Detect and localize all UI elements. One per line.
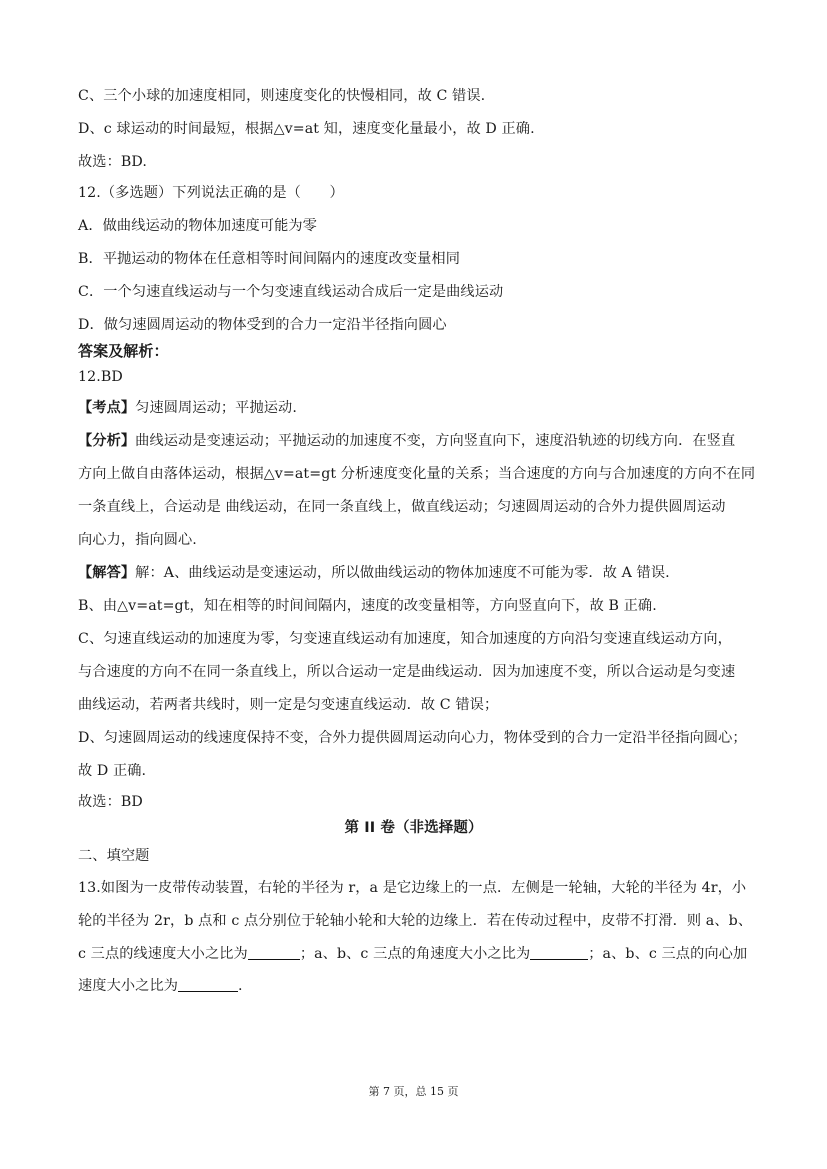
fenxi-tag: 【分析】	[78, 433, 136, 449]
q13-line-1: 13.如图为一皮带传动装置，右轮的半径为 r，a 是它边缘上的一点．左侧是一轮轴，大轮的半径为 4r，小	[78, 880, 747, 896]
answer-heading: 答案及解析：	[78, 342, 169, 360]
answer-number: 12.BD	[78, 369, 123, 385]
section-subtitle: 二、填空题	[78, 848, 150, 864]
answer-blank-centripetal-acceleration[interactable]	[178, 977, 238, 992]
q12-stem: 12.（多选题）下列说法正确的是（ ）	[78, 185, 344, 201]
jieda-line-1	[78, 563, 750, 583]
kaodian-text: 匀速圆周运动；平抛运动.	[135, 400, 297, 416]
q13-line-3	[78, 944, 750, 964]
jieda-text-1: 解：A、曲线运动是变速运动，所以做曲线运动的物体加速度不可能为零．故 A 错误.	[135, 565, 670, 581]
prev-solution-answer: 故选：BD.	[78, 154, 147, 170]
q12-option-b: B．平抛运动的物体在任意相等时间间隔内的速度改变量相同	[78, 251, 461, 267]
page-footer: 第 7 页，总 15 页	[368, 1085, 459, 1098]
fenxi-text-1: 曲线运动是变速运动；平抛运动的加速度不变，方向竖直向下，速度沿轨迹的切线方向．在竖直	[135, 433, 736, 449]
jieda-tag: 【解答】	[78, 565, 136, 581]
jieda-line-5: 曲线运动，若两者共线时，则一定是匀变速直线运动．故 C 错误；	[78, 697, 499, 713]
kaodian-tag: 【考点】	[78, 400, 136, 416]
q13-line-4	[78, 976, 750, 996]
q13-line-2: 轮的半径为 2r，b 点和 c 点分别位于轮轴小轮和大轮的边缘上．若在传动过程中，皮带不打滑．则 a、b、	[78, 913, 753, 929]
answer-blank-linear-velocity[interactable]	[248, 945, 300, 960]
jieda-line-6: D、匀速圆周运动的线速度保持不变，合外力提供圆周运动向心力，物体受到的合力一定沿半径指向圆心；	[78, 730, 747, 746]
fenxi-line-1	[78, 431, 750, 451]
q13-line-3-part-a: c 三点的线速度大小之比为	[78, 946, 248, 962]
q12-option-d: D．做匀速圆周运动的物体受到的合力一定沿半径指向圆心	[78, 317, 447, 333]
kaodian-line	[78, 398, 750, 418]
final-answer: 故选：BD	[78, 794, 143, 810]
prev-solution-option-c: C、三个小球的加速度相同，则速度变化的快慢相同，故 C 错误.	[78, 88, 486, 104]
q13-line-4-part-a: 速度大小之比为	[78, 978, 179, 994]
q12-option-c: C．一个匀速直线运动与一个匀变速直线运动合成后一定是曲线运动	[78, 284, 504, 300]
fenxi-line-3: 一条直线上，合运动是 曲线运动，在同一条直线上，做直线运动；匀速圆周运动的合外力提供圆周运动	[78, 499, 726, 515]
fenxi-line-2: 方向上做自由落体运动，根据△v=at=gt 分析速度变化量的关系；当合速度的方向与合加速度的方向不在同	[78, 466, 756, 482]
q13-line-4-part-b: .	[238, 978, 243, 994]
q13-line-3-part-c: ；a、b、c 三点的向心加	[588, 946, 748, 962]
jieda-line-7: 故 D 正确.	[78, 763, 147, 779]
section-title: 第 II 卷（非选择题）	[344, 820, 483, 836]
jieda-line-3: C、匀速直线运动的加速度为零，匀变速直线运动有加速度，知合加速度的方向沿匀变速直线运动方向，	[78, 631, 732, 647]
q12-option-a: A．做曲线运动的物体加速度可能为零	[78, 218, 317, 234]
answer-blank-angular-velocity[interactable]	[530, 945, 588, 960]
jieda-line-4: 与合速度的方向不在同一条直线上，所以合运动一定是曲线运动．因为加速度不变，所以合运动是匀变速	[78, 664, 736, 680]
prev-solution-option-d: D、c 球运动的时间最短，根据△v=at 知，速度变化量最小，故 D 正确.	[78, 121, 535, 137]
fenxi-line-4: 向心力，指向圆心.	[78, 532, 197, 548]
jieda-line-2: B、由△v=at=gt，知在相等的时间间隔内，速度的改变量相等，方向竖直向下，故 B 正确.	[78, 598, 657, 614]
q13-line-3-part-b: ；a、b、c 三点的角速度大小之比为	[299, 946, 531, 962]
